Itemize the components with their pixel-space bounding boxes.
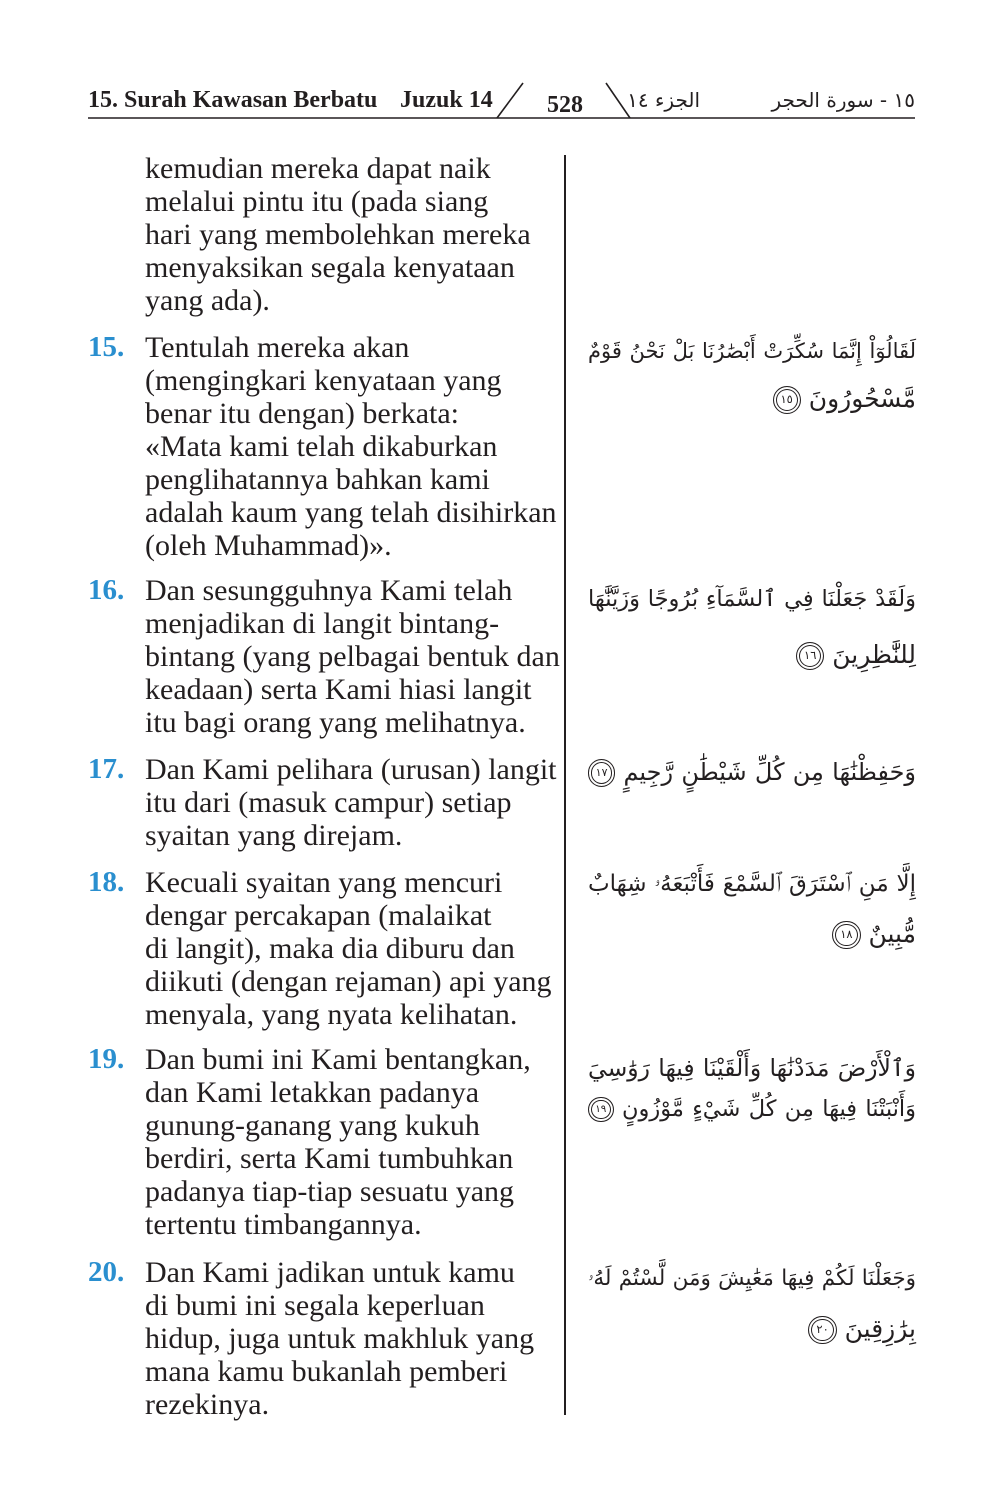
translation-line: Dan bumi ini Kami bentangkan, bbox=[145, 1043, 531, 1076]
translation-line: Dan Kami jadikan untuk kamu bbox=[145, 1256, 515, 1289]
arabic-line-content bbox=[588, 1266, 916, 1291]
verse-end-number: ١٨ bbox=[840, 927, 853, 942]
intro-continuation bbox=[145, 152, 560, 317]
translation-line: menjadikan di langit bintang- bbox=[145, 607, 500, 640]
verse-end-number: ٢٠ bbox=[816, 1322, 829, 1337]
translation-line: rezekinya. bbox=[145, 1388, 270, 1421]
arabic-text: لِلنَّٰظِرِينَ bbox=[832, 640, 916, 669]
surah-title: 15. Surah Kawasan Berbatu bbox=[88, 87, 378, 113]
arabic-line-content bbox=[588, 339, 916, 363]
verse-number-18: 18. bbox=[88, 866, 125, 898]
verse-end-marker bbox=[832, 921, 860, 949]
arabic-text: إِلَّا مَنِ ٱسْتَرَقَ ٱلسَّمْعَ فَأَتْبَعَهُۥ شِهَابٌ bbox=[588, 871, 916, 897]
arabic-text: مُّبِينٌ bbox=[868, 919, 916, 948]
page-number: 528 bbox=[547, 92, 583, 118]
arabic-text: وَحَفِظْنَٰهَا مِن كُلِّ شَيْطَٰنٍ رَّجِيمٍ bbox=[623, 758, 917, 786]
arabic-text: وَأَنْبَتْنَا فِيهَا مِن كُلِّ شَيْءٍ مَّوْزُونٍ bbox=[621, 1096, 916, 1122]
arabic-line-content bbox=[588, 1096, 916, 1122]
translation-line: menyala, yang nyata kelihatan. bbox=[145, 998, 518, 1031]
verse-number-15: 15. bbox=[88, 331, 125, 363]
verse-number-17: 17. bbox=[88, 753, 125, 785]
translation-line: penglihatannya bahkan kami bbox=[145, 463, 490, 496]
translation-line: Dan sesungguhnya Kami telah bbox=[145, 574, 513, 607]
arabic-line-content bbox=[588, 1054, 916, 1082]
translation-line: bintang (yang pelbagai bentuk dan bbox=[145, 640, 560, 673]
translation-line: tertentu timbangannya. bbox=[145, 1208, 422, 1241]
arabic-line-content bbox=[588, 758, 916, 786]
verse-number-19: 19. bbox=[88, 1043, 125, 1075]
translation-line: berdiri, serta Kami tumbuhkan bbox=[145, 1142, 514, 1175]
verse-number-16: 16. bbox=[88, 574, 125, 606]
arabic-line-content bbox=[832, 919, 916, 948]
translation-line: dan Kami letakkan padanya bbox=[145, 1076, 480, 1109]
verse-translation-15 bbox=[145, 331, 560, 562]
translation-line: itu bagi orang yang melihatnya. bbox=[145, 706, 526, 739]
verse-end-number: ١٩ bbox=[595, 1103, 607, 1116]
arabic-verse-18-line-2 bbox=[588, 909, 916, 959]
arabic-verse-16-line-2 bbox=[588, 630, 916, 680]
translation-line: Dan Kami pelihara (urusan) langit bbox=[145, 753, 557, 786]
translation-line: diikuti (dengan rejaman) api yang bbox=[145, 965, 552, 998]
translation-line: (mengingkari kenyataan yang bbox=[145, 364, 502, 397]
translation-line: adalah kaum yang telah disihirkan bbox=[145, 496, 557, 529]
juz-label-arabic: الجزء ١٤ bbox=[627, 88, 700, 112]
translation-line: yang ada). bbox=[145, 284, 270, 317]
translation-line: mana kamu bukanlah pemberi bbox=[145, 1355, 508, 1388]
arabic-verse-17-line-1 bbox=[588, 747, 916, 797]
verse-end-marker bbox=[773, 386, 801, 414]
translation-line: dengar percakapan (malaikat bbox=[145, 899, 492, 932]
arabic-line-content bbox=[796, 640, 916, 669]
translation-line: itu dari (masuk campur) setiap bbox=[145, 786, 512, 819]
arabic-verse-19-line-2 bbox=[588, 1084, 916, 1134]
arabic-line-content bbox=[588, 871, 916, 897]
verse-end-marker bbox=[808, 1316, 836, 1344]
verse-end-number: ١٦ bbox=[804, 648, 817, 663]
arabic-text: مَّسْحُورُونَ bbox=[808, 384, 916, 413]
translation-line: keadaan) serta Kami hiasi langit bbox=[145, 673, 532, 706]
arabic-text: وَٱلْأَرْضَ مَدَدْنَٰهَا وَأَلْقَيْنَا فِيهَا رَوَٰسِيَ bbox=[588, 1054, 916, 1082]
arabic-line-content bbox=[588, 586, 916, 612]
surah-title-arabic: ١٥ - سورة الحجر bbox=[771, 88, 915, 112]
arabic-verse-18-line-1 bbox=[588, 859, 916, 909]
page-number-tab bbox=[497, 83, 523, 118]
arabic-text: بِرَٰزِقِينَ bbox=[844, 1314, 916, 1343]
verse-end-marker bbox=[588, 759, 615, 786]
translation-line: menyaksikan segala kenyataan bbox=[145, 251, 515, 284]
verse-translation-16 bbox=[145, 574, 560, 739]
arabic-verse-20-line-2 bbox=[588, 1304, 916, 1354]
translation-line: padanya tiap-tiap sesuatu yang bbox=[145, 1175, 515, 1208]
arabic-verse-15-line-1 bbox=[588, 326, 916, 376]
verse-end-number: ١٥ bbox=[780, 392, 793, 407]
translation-line: syaitan yang direjam. bbox=[145, 819, 403, 852]
verse-end-marker bbox=[796, 642, 824, 670]
translation-line: kemudian mereka dapat naik bbox=[145, 152, 491, 185]
arabic-line-content bbox=[808, 1314, 916, 1343]
arabic-text: لَقَالُوٓاْ إِنَّمَا سُكِّرَتْ أَبْصَٰرُنَا بَلْ نَحْنُ قَوْمٌ bbox=[588, 339, 916, 363]
verse-number-20: 20. bbox=[88, 1256, 125, 1288]
translation-line: hari yang membolehkan mereka bbox=[145, 218, 531, 251]
translation-line: (oleh Muhammad)». bbox=[145, 529, 392, 562]
arabic-verse-15-line-2 bbox=[588, 374, 916, 424]
verse-translation-17 bbox=[145, 753, 560, 852]
translation-line: Kecuali syaitan yang mencuri bbox=[145, 866, 503, 899]
juz-label: Juzuk 14 bbox=[400, 87, 493, 113]
verse-translation-18 bbox=[145, 866, 560, 1031]
arabic-text: وَجَعَلْنَا لَكُمْ فِيهَا مَعَٰيِشَ وَمَن لَّسْتُمْ لَهُۥ bbox=[588, 1266, 916, 1291]
arabic-line-content bbox=[773, 384, 916, 413]
translation-line: melalui pintu itu (pada siang bbox=[145, 185, 489, 218]
translation-line: Tentulah mereka akan bbox=[145, 331, 410, 364]
translation-line: di bumi ini segala keperluan bbox=[145, 1289, 485, 1322]
verse-end-number: ١٧ bbox=[595, 766, 608, 780]
translation-line: gunung-ganang yang kukuh bbox=[145, 1109, 480, 1142]
translation-line: «Mata kami telah dikaburkan bbox=[145, 430, 498, 463]
translation-line: di langit), maka dia diburu dan bbox=[145, 932, 515, 965]
verse-translation-19 bbox=[145, 1043, 560, 1241]
translation-line: hidup, juga untuk makhluk yang bbox=[145, 1322, 535, 1355]
verse-translation-20 bbox=[145, 1256, 560, 1421]
arabic-verse-16-line-1 bbox=[588, 574, 916, 624]
translation-line: benar itu dengan) berkata: bbox=[145, 397, 460, 430]
arabic-text: وَلَقَدْ جَعَلْنَا فِي ٱلسَّمَآءِ بُرُوجًا وَزَيَّنَّٰهَا bbox=[588, 586, 916, 612]
arabic-verse-20-line-1 bbox=[588, 1254, 916, 1304]
verse-end-marker bbox=[588, 1097, 614, 1123]
